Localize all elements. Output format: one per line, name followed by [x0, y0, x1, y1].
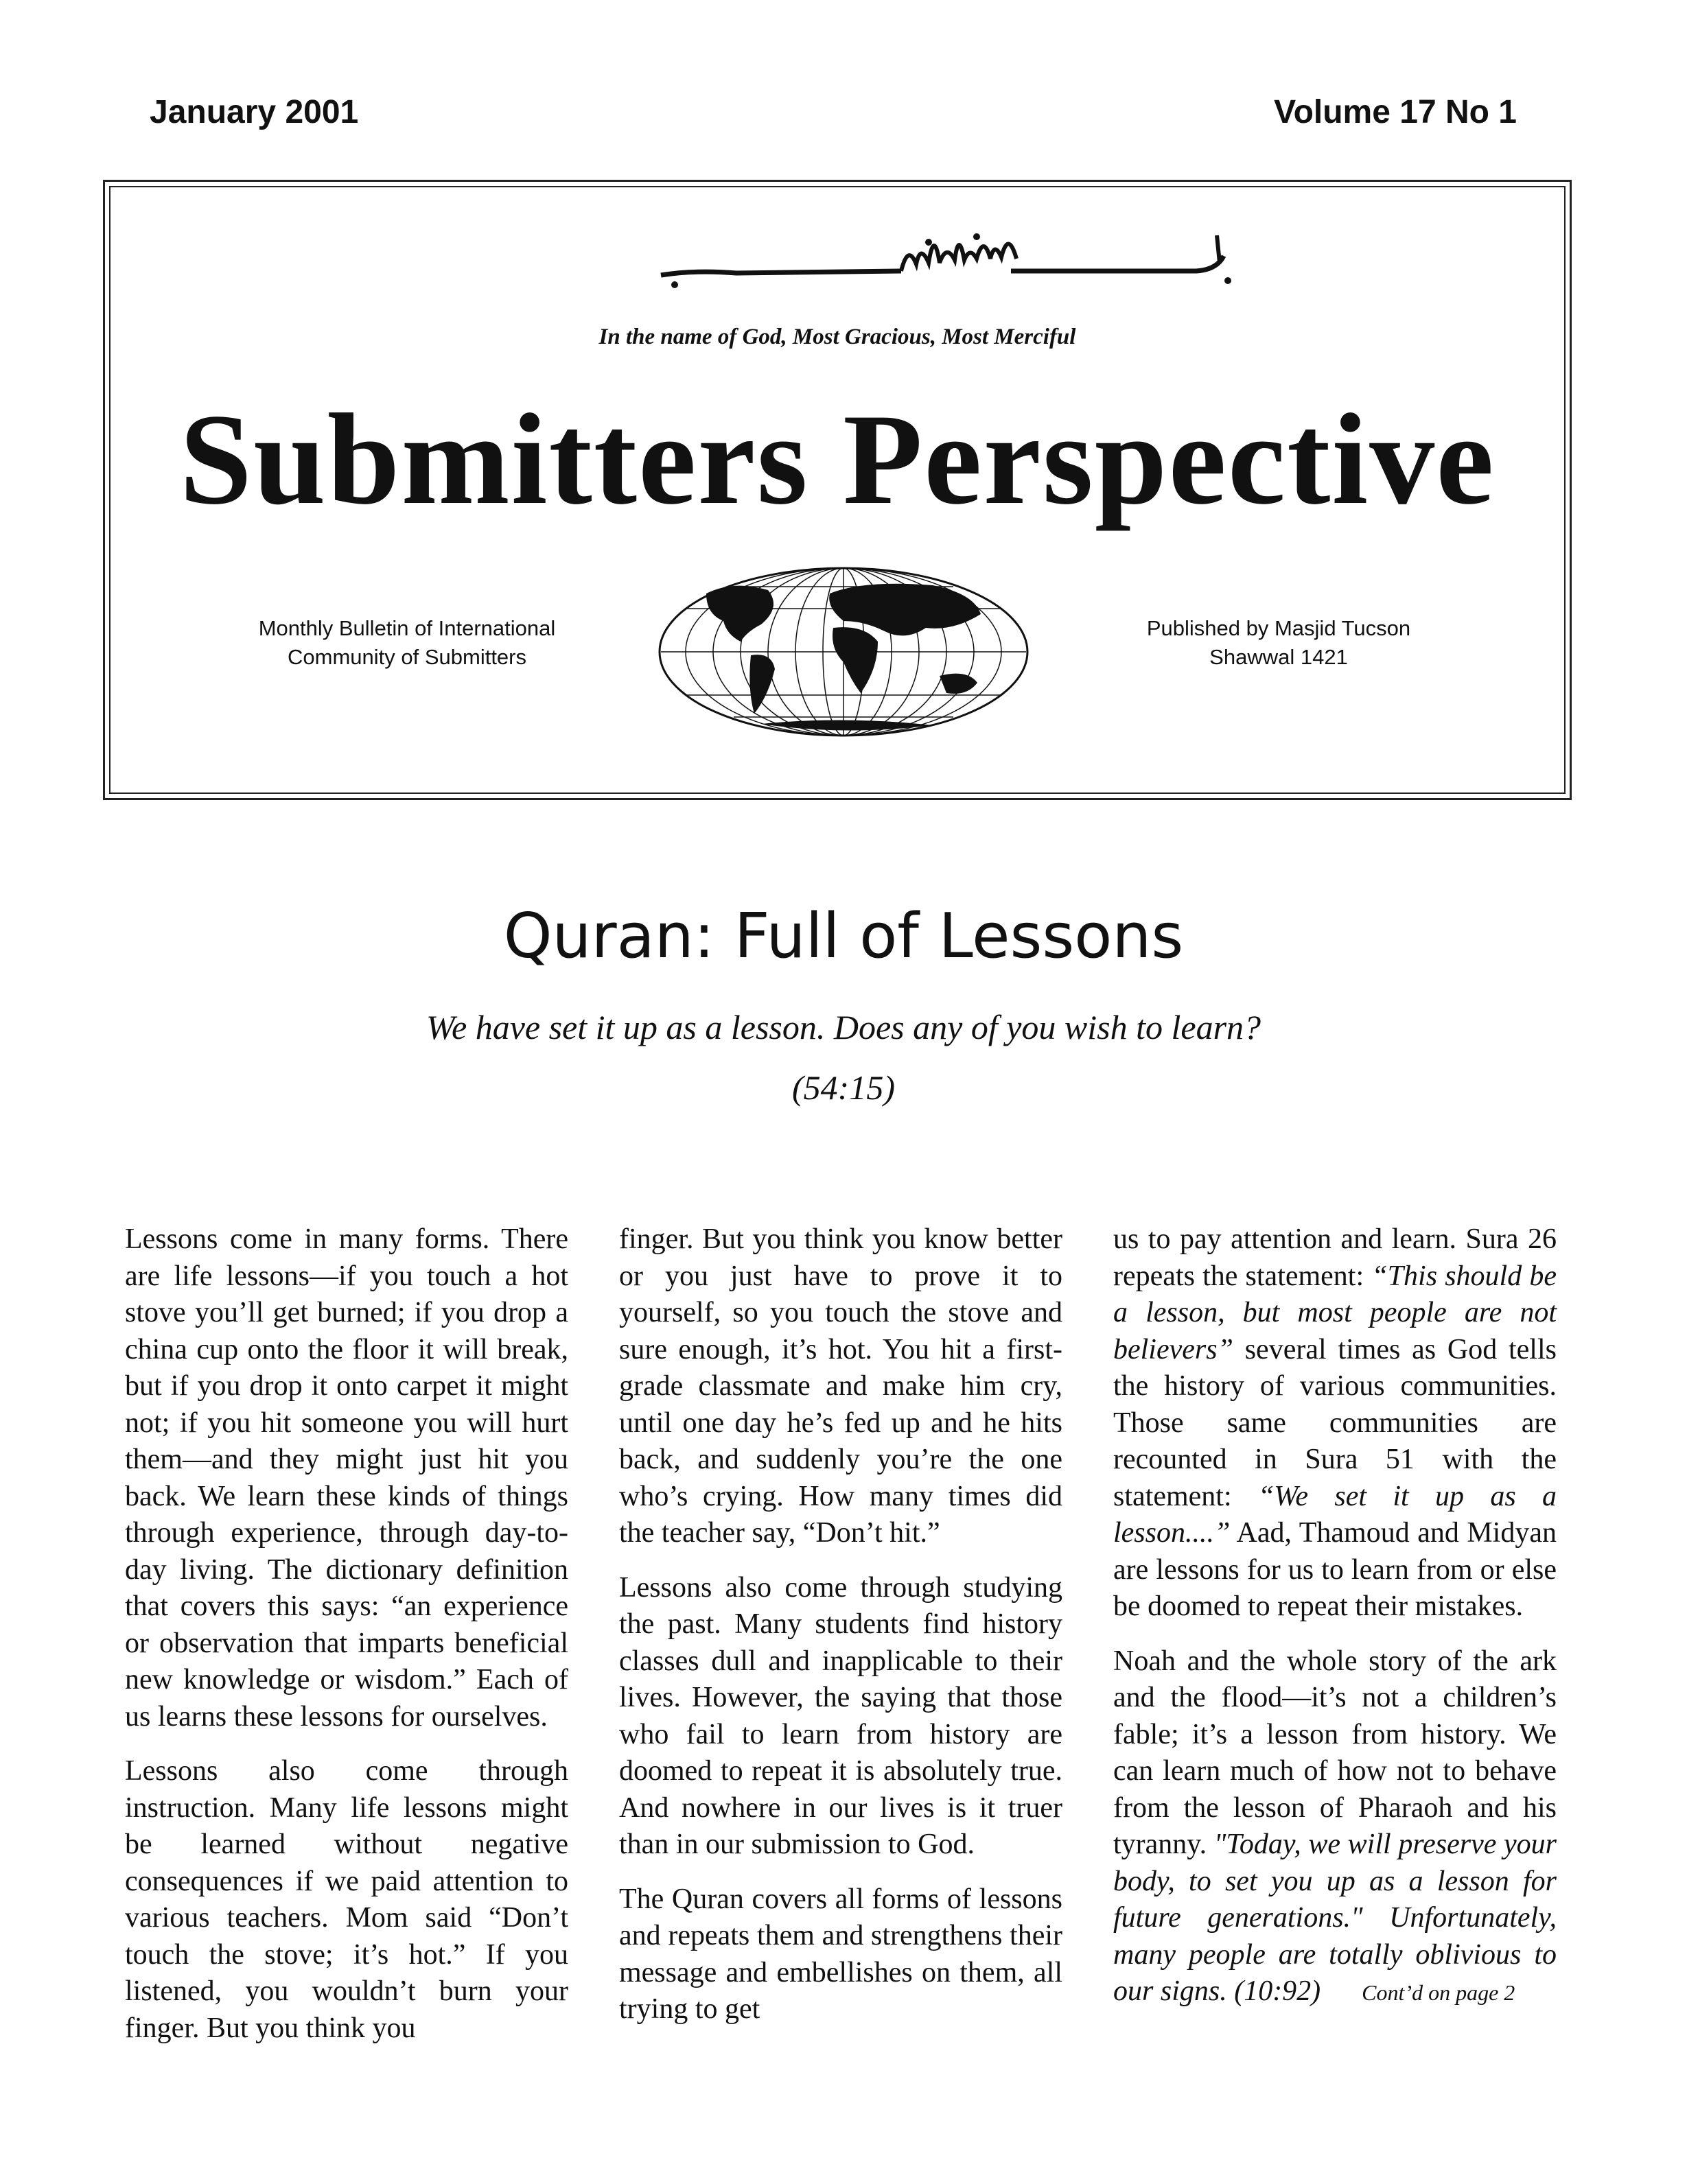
subtitle-right-line2: Shawwal 1421 [1209, 645, 1348, 669]
paragraph [1113, 1221, 1557, 1625]
issue-date: January 2001 [150, 94, 359, 130]
article-epigraph: We have set it up as a lesson. Does any of you wish to learn? [426, 1008, 1261, 1046]
masthead [103, 180, 1572, 800]
article-column-1 [125, 1221, 568, 2065]
quran-quote: “This should be a lesson, but most people are not believers” [1113, 1260, 1557, 1365]
paragraph: Lessons come in many forms. There are life lessons—if you touch a hot stove you’ll get burned; if you drop a china cup onto the floor it will break, but if you drop it onto carpet it might not; if you hit someone you will hurt them—and they might just hit you back. We learn these kinds of things through experience, through day-to-day living. The dictionary definition that covers this says: “an experience or observation that imparts beneficial new knowledge or wisdom.” Each of us learns these lessons for ourselves. [125, 1223, 568, 1733]
continued-note: Cont’d on page 2 [1362, 1980, 1515, 2005]
text-run: us to pay attention and learn. Sura 26 repeats the statement: [1113, 1223, 1557, 1292]
paragraph: Lessons also come through studying the past. Many students find history classes dull and inapplicable to their lives. However, the saying that those who fail to learn from history are doomed to repeat it is absolutely true. And nowhere in our lives is it truer than in our submission to God. [619, 1571, 1062, 1860]
basmala-calligraphy [654, 222, 1244, 290]
article-column-2 [619, 1221, 1062, 2046]
globe-icon [658, 566, 1029, 738]
subtitle-left-line1: Monthly Bulletin of International [258, 616, 556, 640]
basmala-translation: In the name of God, Most Gracious, Most Merciful [598, 325, 1076, 349]
text-run: Noah and the whole story of the ark and the flood—it’s not a children’s fable; it’s a lesson from history. We can learn much of how not to behave from the lesson of Pharaoh and his tyranny. [1113, 1645, 1557, 1860]
newsletter-title: Submitters Perspective [179, 388, 1496, 532]
quran-quote: “We set it up as a lesson....” [1113, 1480, 1557, 1549]
article-column-3 [1113, 1221, 1557, 2030]
subtitle-left-line2: Community of Submitters [288, 645, 526, 669]
text-run: several times as God tells the history of various communities. Those same communities are recounted in Sura 51 with the statement: [1113, 1333, 1557, 1512]
masthead-subtitle-right [1107, 614, 1450, 672]
epigraph-reference: (54:15) [792, 1068, 895, 1107]
article-headline: Quran: Full of Lessons [503, 900, 1184, 972]
issue-volume: Volume 17 No 1 [1274, 94, 1517, 130]
paragraph [1113, 1643, 1557, 2012]
masthead-subtitle-left [235, 614, 579, 672]
paragraph: Lessons also come through instruction. Many life lessons might be learned without negative consequences if we paid attention to various teachers. Mom said “Don’t touch the stove; it’s hot.” If you listened, you wouldn’t burn your finger. But you think you [125, 1755, 568, 2044]
quran-quote: "Today, we will preserve your body, to set you up as a lesson for future generations." Unfortunately, many people are totally oblivious to our signs. (10:92) [1113, 1829, 1557, 2007]
paragraph: The Quran covers all forms of lessons and repeats them and strengthens their message and embellishes on them, all trying to get [619, 1883, 1062, 2025]
paragraph: finger. But you think you know better or you just have to prove it to yourself, so you touch the stove and sure enough, it’s hot. You hit a first-grade classmate and make him cry, until one day he’s fed up and he hits back, and suddenly you’re the one who’s crying. How many times did the teacher say, “Don’t hit.” [619, 1223, 1062, 1549]
text-run: Aad, Thamoud and Midyan are lessons for us to learn from or else be doomed to repeat their mistakes. [1113, 1517, 1557, 1622]
subtitle-right-line1: Published by Masjid Tucson [1146, 616, 1411, 640]
